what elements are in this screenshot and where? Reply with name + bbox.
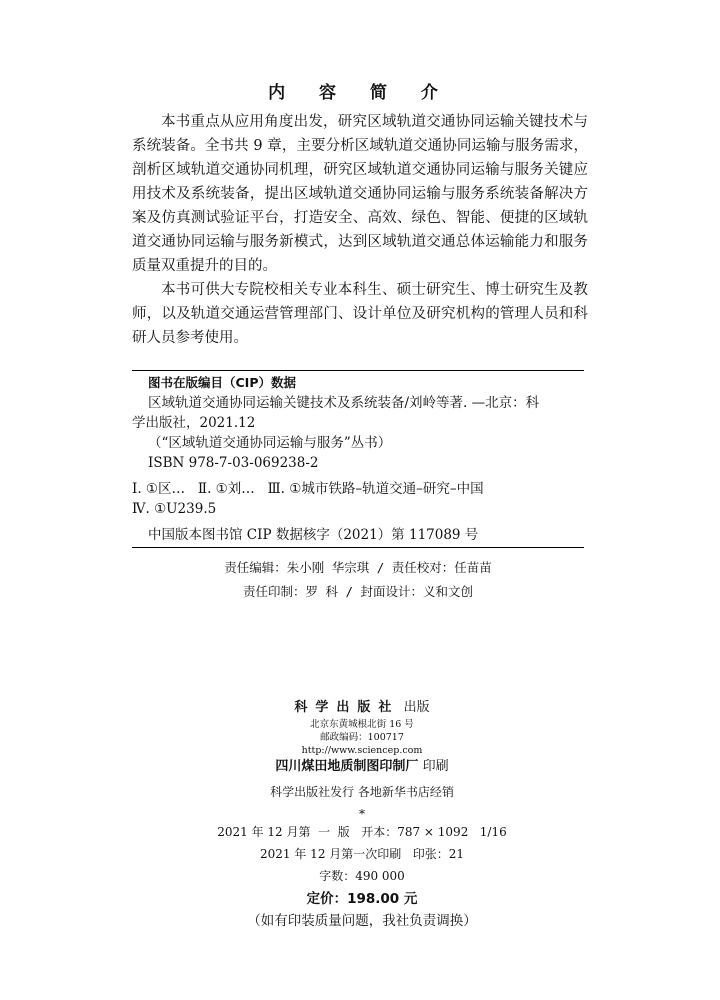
- cip-classification-line-1: Ⅰ. ①区… Ⅱ. ①刘… Ⅲ. ①城市铁路–轨道交通–研究–中国: [132, 481, 484, 497]
- quality-notice: （如有印装质量问题，我社负责调换）: [247, 913, 477, 929]
- publisher-suffix: 出版: [403, 700, 430, 715]
- separator-star: *: [359, 807, 365, 821]
- intro-title: 内 容 简 介: [268, 83, 452, 103]
- publisher-address: 北京东黄城根北街 16 号: [310, 719, 414, 730]
- imprint-block: [132, 698, 592, 931]
- printer-suffix: 印刷: [422, 759, 449, 774]
- printing-line: 2021 年 12 月第一次印刷 印张：21: [260, 847, 464, 861]
- printer-seal: 四川煤田地质制图印制厂: [275, 759, 419, 774]
- publisher-line: [132, 698, 592, 718]
- word-count: 字数：490 000: [319, 869, 405, 883]
- intro-paragraph-1: 本书重点从应用角度出发，研究区域轨道交通协同运输关键技术与系统装备。全书共 9 章，主要分析区域轨道交通协同运输与服务需求，剖析区域轨道交通协同机理，研究区域轨道交通协同运输与服务关键应用技术及系统装备，提出区域轨道交通协同运输与服务系统装备解决方案及仿真测试验证平台，打造安全、高效、绿色、智能、便捷的区域轨道交通协同运输与服务新模式，达到区域轨道交通总体运输能力和服务质量双重提升的目的。: [132, 114, 588, 274]
- cip-series: （“区域轨道交通协同运输与服务”丛书）: [148, 435, 392, 451]
- intro-paragraph-2: 本书可供大专院校相关专业本科生、硕士研究生、博士研究生及教师，以及轨道交通运营管理部门、设计单位及研究机构的管理人员和科研人员参考使用。: [132, 282, 588, 346]
- cip-top-rule: [132, 370, 584, 371]
- cip-heading: 图书在版编目（CIP）数据: [148, 375, 296, 390]
- cip-title-line-2: 学出版社，2021.12: [132, 415, 256, 431]
- publisher-seal: 科学出版社: [294, 700, 400, 715]
- printer-line: [132, 757, 592, 777]
- cip-block: [132, 370, 584, 548]
- price: 定价：198.00 元: [306, 891, 418, 907]
- credits-line-2: 责任印制：罗 科 / 封面设计：义和文创: [242, 584, 474, 599]
- cip-record-number: 中国版本图书馆 CIP 数据核字（2021）第 117089 号: [148, 527, 479, 543]
- publisher-website: http://www.sciencep.com: [301, 745, 423, 756]
- cip-classification-line-2: Ⅳ. ①U239.5: [132, 501, 217, 517]
- cip-isbn: ISBN 978-7-03-069238-2: [148, 455, 319, 471]
- cip-title-line-1: 区域轨道交通协同运输关键技术及系统装备/刘岭等著. —北京：科: [148, 395, 540, 411]
- distribution-line: 科学出版社发行 各地新华书店经销: [270, 785, 454, 799]
- edition-line: 2021 年 12 月第 一 版 开本：787 × 1092 1/16: [217, 825, 507, 839]
- credits-line-1: 责任编辑：朱小刚 华宗琪 / 责任校对：任苗苗: [224, 560, 492, 575]
- intro-section: [132, 110, 588, 350]
- cip-bottom-rule: [132, 547, 584, 548]
- publisher-postcode: 邮政编码：100717: [320, 732, 404, 743]
